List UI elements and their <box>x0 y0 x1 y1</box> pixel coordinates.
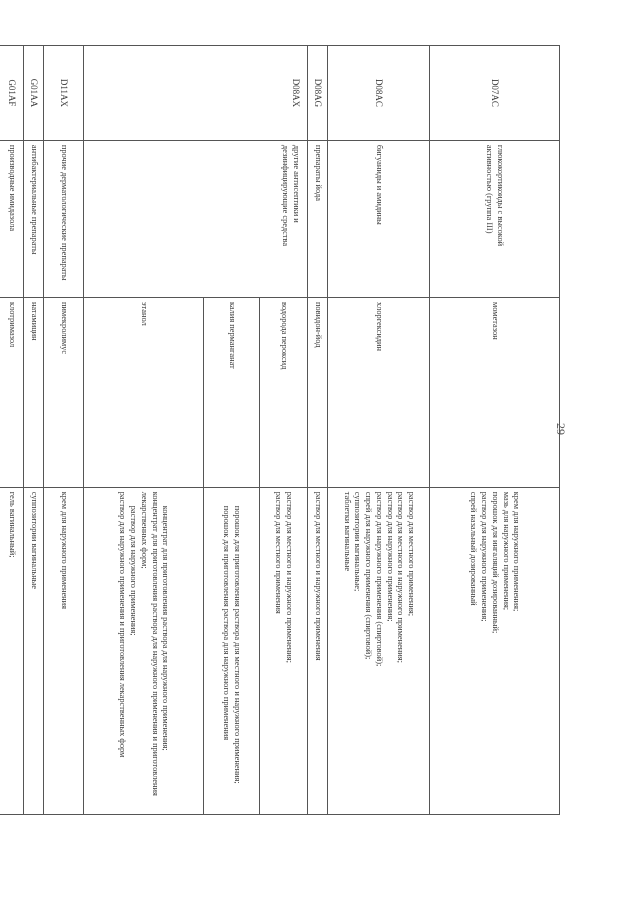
rotated-table-wrapper <box>7 45 560 815</box>
table-row <box>260 46 308 815</box>
dosage-form-line: порошок для приготовления раствора для наружного применения <box>222 505 232 741</box>
dosage-forms-cell <box>430 487 560 814</box>
substance-cell: мометазон <box>430 297 560 487</box>
dosage-form-line: крем для наружного применения; <box>512 491 522 612</box>
substance-cell: этанол <box>84 297 204 487</box>
table-row <box>0 46 24 815</box>
group-name-cell: антибактериальные препараты <box>24 140 44 297</box>
atc-code-cell: D08AC <box>328 46 430 141</box>
substance-cell: водорода пероксид <box>260 297 308 487</box>
substance-cell: клотримазол <box>0 297 24 487</box>
dosage-form-line: раствор для наружного применения; <box>385 491 395 622</box>
dosage-forms-cell <box>84 487 204 814</box>
group-name-cell: прочие дерматологические препараты <box>44 140 84 297</box>
dosage-form-line: спрей назальный дозированный <box>469 491 479 606</box>
substance-cell: натамицин <box>24 297 44 487</box>
table-row <box>24 46 44 815</box>
dosage-form-line: раствор для наружного применения и приготовления лекарственных форм <box>118 491 128 758</box>
substance-cell: хлоргексидин <box>328 297 430 487</box>
atc-code-cell: G01AF <box>0 46 24 141</box>
dosage-form-line: концентрат для приготовления раствора для наружного применения и приготовления лекарственных форм; <box>139 491 160 796</box>
substance-cell: пимекролимус <box>44 297 84 487</box>
dosage-form-line: таблетки вагинальные <box>342 491 352 572</box>
dosage-form-line: порошок для приготовления раствора для местного и наружного применения; <box>233 505 243 784</box>
dosage-form-line: раствор для местного и наружного применения <box>313 491 323 661</box>
atc-code-cell: D08AG <box>308 46 328 141</box>
dosage-form-line: гель вагинальный; <box>7 491 17 558</box>
atc-code-cell: D07AC <box>430 46 560 141</box>
dosage-form-line: раствор для наружного применения; <box>480 491 490 622</box>
dosage-form-line: раствор для местного применения; <box>407 491 417 617</box>
dosage-form-line: спрей для наружного применения (спиртовой); <box>364 491 374 660</box>
dosage-form-line: концентрат для приготовления раствора для наружного применения; <box>161 505 171 751</box>
dosage-forms-cell <box>328 487 430 814</box>
table-row <box>44 46 84 815</box>
atc-code-cell: G01AA <box>24 46 44 141</box>
dosage-forms-cell <box>204 487 260 814</box>
table-row <box>328 46 430 815</box>
dosage-form-line: порошок для ингаляций дозированный; <box>490 491 500 634</box>
dosage-form-line: суппозитории вагинальные; <box>353 491 363 592</box>
page-number: 29 <box>554 423 568 435</box>
substance-cell: калия перманганат <box>204 297 260 487</box>
dosage-form-line: мазь для наружного применения; <box>501 491 511 611</box>
dosage-form-line: крем для наружного применения <box>59 491 69 609</box>
dosage-form-line: раствор для наружного применения (спиртовой); <box>374 491 384 667</box>
dosage-form-line: раствор для местного применения <box>274 491 284 614</box>
group-name-cell: производные имидазола <box>0 140 24 297</box>
dosage-forms-cell <box>0 487 24 814</box>
dosage-form-line: суппозитории вагинальные <box>29 491 39 590</box>
dosage-form-line: раствор для наружного применения; <box>129 505 139 636</box>
group-name-cell: другие антисептики и дезинфицирующие средства <box>84 140 308 297</box>
atc-table <box>0 45 560 815</box>
substance-cell: повидон-йод <box>308 297 328 487</box>
dosage-form-line: раствор для местного и наружного применения; <box>396 491 406 663</box>
table-row <box>430 46 560 815</box>
group-name-cell: бигуаниды и амидины <box>328 140 430 297</box>
atc-code-cell: D11AX <box>44 46 84 141</box>
dosage-forms-cell <box>308 487 328 814</box>
group-name-cell: глюкокортикоиды с высокой активностью (группа III) <box>430 140 560 297</box>
dosage-form-line: раствор для местного и наружного применения; <box>285 491 295 663</box>
dosage-forms-cell <box>44 487 84 814</box>
table-row <box>308 46 328 815</box>
group-name-cell: препараты йода <box>308 140 328 297</box>
atc-code-cell: D08AX <box>84 46 308 141</box>
dosage-forms-cell <box>24 487 44 814</box>
dosage-forms-cell <box>260 487 308 814</box>
